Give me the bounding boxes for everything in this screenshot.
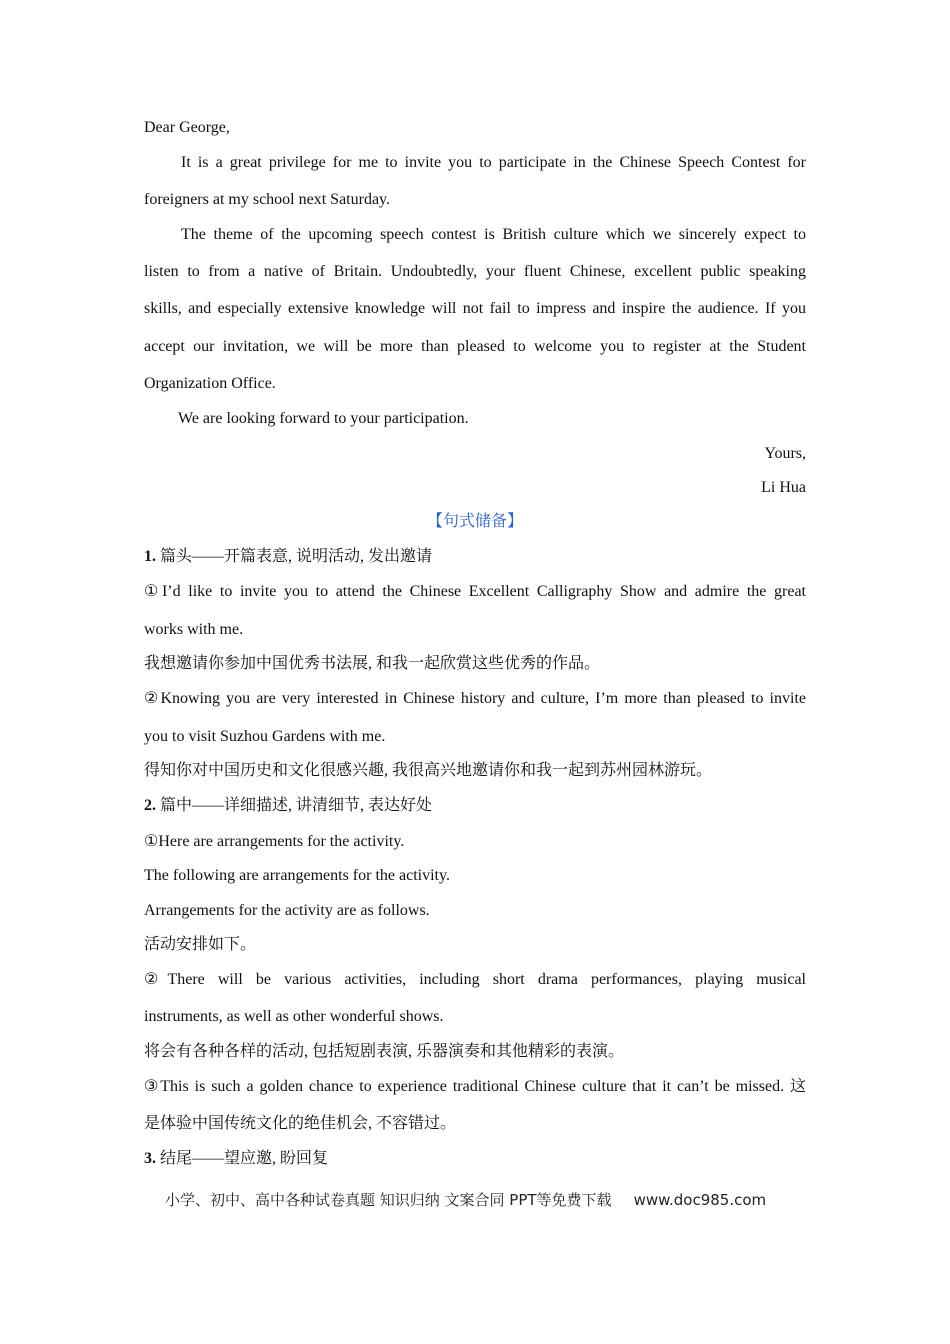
s1-example-1-line-1: ①I’d like to invite you to attend the Chinese Excellent Calligraphy Show and admire the great <box>144 583 806 600</box>
section-2-number: 2. <box>144 797 156 814</box>
letter-salutation: Dear George, <box>144 119 230 136</box>
s2-example-2-translation: 将会有各种各样的活动, 包括短剧表演, 乐器演奏和其他精彩的表演。 <box>144 1043 625 1060</box>
page-footer <box>165 1190 766 1210</box>
letter-paragraph-2-line-3: skills, and especially extensive knowledge will not fail to impress and inspire the audience. If you <box>144 300 806 317</box>
s2-example-1-b: The following are arrangements for the activity. <box>144 867 450 884</box>
letter-paragraph-2-line-4: accept our invitation, we will be more than pleased to welcome you to register at the Student <box>144 338 806 355</box>
letter-paragraph-2-line-5: Organization Office. <box>144 375 276 392</box>
section-3-heading <box>144 1149 806 1169</box>
section-1-number: 1. <box>144 548 156 565</box>
s2-example-3-line-1: ③This is such a golden chance to experience traditional Chinese culture that it can’t be missed. 这 <box>144 1078 806 1095</box>
s2-example-1-translation: 活动安排如下。 <box>144 936 257 953</box>
s2-example-1-c: Arrangements for the activity are as follows. <box>144 902 430 919</box>
section-title: 【句式储备】 <box>426 513 523 530</box>
s2-example-2-line-1: ②There will be various activities, including short drama performances, playing musical <box>144 971 806 988</box>
footer-text: 小学、初中、高中各种试卷真题 知识归纳 文案合同 PPT等免费下载 <box>165 1191 612 1209</box>
section-1-heading-text: 篇头——开篇表意, 说明活动, 发出邀请 <box>156 548 433 565</box>
s1-example-2-translation: 得知你对中国历史和文化很感兴趣, 我很高兴地邀请你和我一起到苏州园林游玩。 <box>144 762 713 779</box>
s1-example-1-line-2: works with me. <box>144 621 244 638</box>
letter-signature: Li Hua <box>761 479 806 496</box>
letter-paragraph-1-line-2: foreigners at my school next Saturday. <box>144 191 391 208</box>
section-1-heading <box>144 547 806 567</box>
s1-example-2-line-1: ②Knowing you are very interested in Chinese history and culture, I’m more than pleased to invite <box>144 690 806 707</box>
s1-example-1-translation: 我想邀请你参加中国优秀书法展, 和我一起欣赏这些优秀的作品。 <box>144 655 601 672</box>
s2-example-1-a: ①Here are arrangements for the activity. <box>144 833 405 850</box>
section-2-heading <box>144 796 806 816</box>
section-2-heading-text: 篇中——详细描述, 讲清细节, 表达好处 <box>156 797 433 814</box>
section-3-number: 3. <box>144 1150 156 1167</box>
section-3-heading-text: 结尾——望应邀, 盼回复 <box>156 1150 329 1167</box>
s2-example-3-line-2: 是体验中国传统文化的绝佳机会, 不容错过。 <box>144 1115 457 1132</box>
letter-paragraph-2-line-2: listen to from a native of Britain. Undoubtedly, your fluent Chinese, excellent public speaking <box>144 263 806 280</box>
footer-site-link[interactable]: www.doc985.com <box>633 1191 767 1209</box>
letter-paragraph-3: We are looking forward to your participation. <box>178 410 469 427</box>
letter-paragraph-1-line-1: It is a great privilege for me to invite you to participate in the Chinese Speech Contest for <box>181 154 806 171</box>
letter-closing: Yours, <box>764 445 806 462</box>
letter-paragraph-2-line-1: The theme of the upcoming speech contest is British culture which we sincerely expect to <box>181 226 806 243</box>
s1-example-2-line-2: you to visit Suzhou Gardens with me. <box>144 728 386 745</box>
s2-example-2-line-2: instruments, as well as other wonderful shows. <box>144 1008 444 1025</box>
